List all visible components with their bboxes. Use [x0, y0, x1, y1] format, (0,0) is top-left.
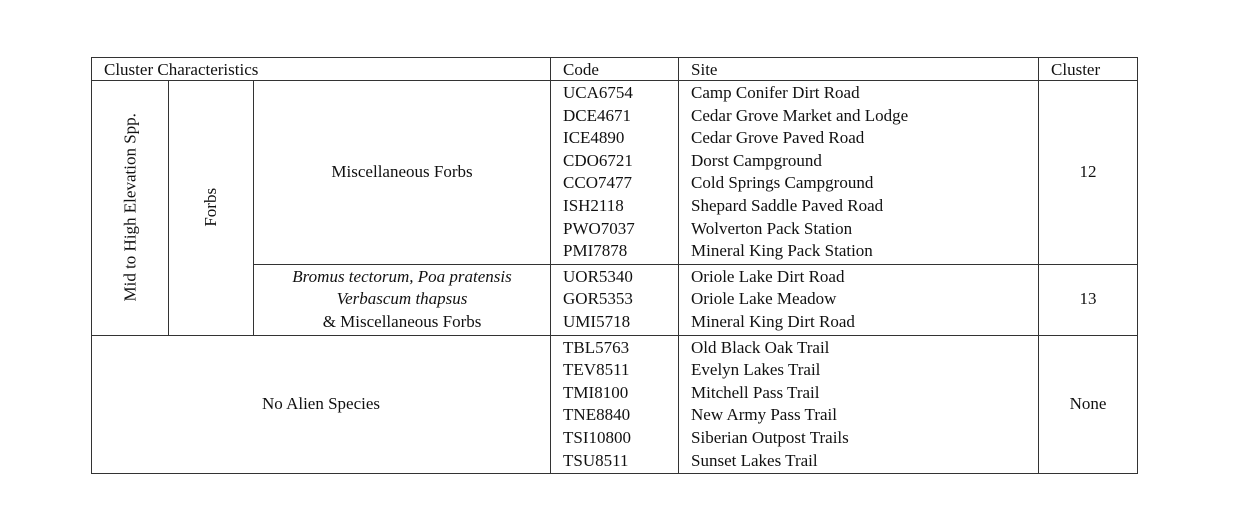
- cluster-table: [91, 57, 1138, 474]
- code-value: GOR5353: [563, 289, 633, 309]
- code-value: ISH2118: [563, 195, 624, 215]
- group-description: [254, 264, 551, 335]
- code-value: PMI7878: [563, 241, 628, 261]
- site-value: Mitchell Pass Trail: [691, 382, 820, 402]
- code-value: TSI10800: [563, 427, 632, 447]
- header-site: Site: [679, 58, 1039, 81]
- site-value: Mineral King Pack Station: [691, 241, 873, 261]
- code-list: [551, 81, 679, 265]
- group-description: [92, 335, 551, 474]
- header-code: Code: [551, 58, 679, 81]
- elevation-label: Mid to High Elevation Spp.: [120, 113, 140, 302]
- code-value: TSU8511: [563, 450, 629, 470]
- cluster-value: 13: [1039, 264, 1138, 335]
- description-line: Miscellaneous Forbs: [331, 162, 473, 182]
- cluster-value: None: [1039, 335, 1138, 474]
- code-value: TBL5763: [563, 337, 630, 357]
- code-value: UMI5718: [563, 311, 631, 331]
- code-value: DCE4671: [563, 105, 632, 125]
- description-line: No Alien Species: [261, 394, 381, 414]
- site-value: Sunset Lakes Trail: [691, 450, 818, 470]
- site-value: Cold Springs Campground: [691, 173, 874, 193]
- code-value: TMI8100: [563, 382, 629, 402]
- site-value: Cedar Grove Market and Lodge: [691, 105, 909, 125]
- site-value: New Army Pass Trail: [691, 405, 837, 425]
- site-value: Wolverton Pack Station: [691, 218, 853, 238]
- site-value: Cedar Grove Paved Road: [691, 128, 865, 148]
- header-cluster: Cluster: [1039, 58, 1138, 81]
- header-row: [92, 58, 1138, 81]
- site-list: [679, 81, 1039, 265]
- cluster-value: 12: [1039, 81, 1138, 265]
- site-value: Dorst Campground: [691, 150, 822, 170]
- site-list: [679, 264, 1039, 335]
- site-value: Oriole Lake Meadow: [691, 289, 837, 309]
- site-value: Evelyn Lakes Trail: [691, 360, 821, 380]
- site-value: Mineral King Dirt Road: [691, 311, 855, 331]
- code-value: CDO6721: [563, 150, 633, 170]
- site-list: [679, 335, 1039, 474]
- code-value: TEV8511: [563, 360, 630, 380]
- code-value: TNE8840: [563, 405, 631, 425]
- code-list: [551, 264, 679, 335]
- code-value: UCA6754: [563, 83, 633, 102]
- description-line: Verbascum thapsus: [336, 289, 468, 309]
- header-characteristics: Cluster Characteristics: [92, 58, 551, 81]
- site-value: Oriole Lake Dirt Road: [691, 266, 845, 286]
- description-line: & Miscellaneous Forbs: [322, 311, 482, 331]
- cluster-group-none: [92, 335, 1138, 474]
- code-value: CCO7477: [563, 173, 632, 193]
- group-description: [254, 81, 551, 265]
- cluster-group-12: [92, 81, 1138, 265]
- code-value: PWO7037: [563, 218, 635, 238]
- site-value: Shepard Saddle Paved Road: [691, 195, 884, 215]
- forbs-label: Forbs: [201, 188, 221, 228]
- code-value: UOR5340: [563, 266, 633, 286]
- elevation-cell: [92, 81, 169, 336]
- site-value: Old Black Oak Trail: [691, 337, 830, 357]
- site-value: Camp Conifer Dirt Road: [691, 83, 860, 102]
- description-line: Bromus tectorum, Poa pratensis: [292, 266, 512, 286]
- forbs-cell: [169, 81, 254, 336]
- code-value: ICE4890: [563, 128, 625, 148]
- site-value: Siberian Outpost Trails: [691, 427, 849, 447]
- code-list: [551, 335, 679, 474]
